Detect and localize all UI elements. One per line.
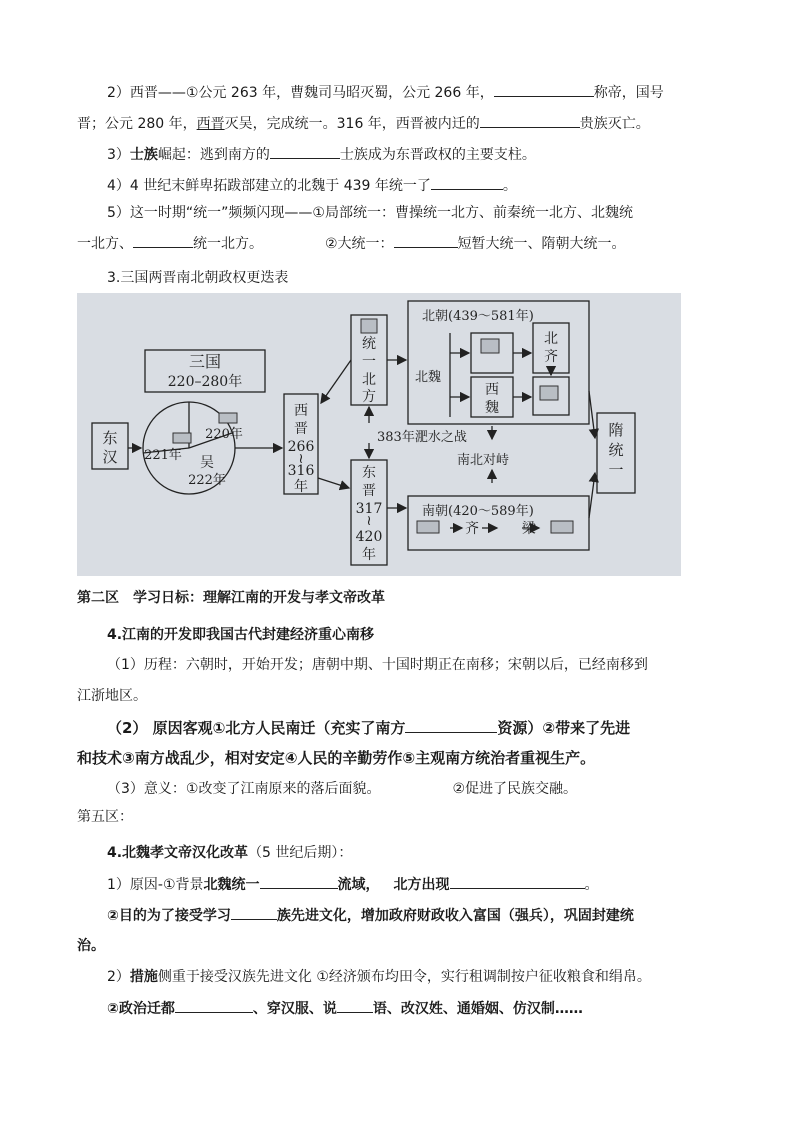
- fill-blank[interactable]: [260, 874, 338, 889]
- year-220: 220年: [205, 427, 243, 442]
- text: （2） 原因客观①北方人民南迁（充实了南方: [107, 719, 406, 737]
- text: 称帝，国号: [593, 85, 664, 101]
- dynasty-diagram: [77, 293, 681, 576]
- line-beiwei: [107, 175, 517, 196]
- dongjin-3: 317: [355, 501, 383, 517]
- beiwei-label: 北魏: [415, 370, 442, 385]
- dongjin-6: 年: [362, 547, 376, 563]
- sanguo-years: 220–280年: [167, 374, 243, 390]
- fill-blank[interactable]: [175, 998, 253, 1013]
- text: 、穿汉服、说: [252, 1001, 337, 1017]
- underlined-text: 西晋: [196, 116, 225, 132]
- wu-label: 吴: [200, 455, 214, 471]
- text: 。: [584, 877, 599, 893]
- text: ②目的为了接受学习: [107, 908, 231, 924]
- tongyi-4: 方: [362, 389, 376, 405]
- text: 士族成为东晋政权的主要支柱。: [339, 147, 536, 163]
- text: 贵族灭亡。: [579, 116, 650, 132]
- dongjin-2: 晋: [362, 483, 376, 499]
- fill-blank[interactable]: [480, 113, 580, 128]
- sui-1: 隋: [608, 421, 624, 439]
- text: 统一北方。: [193, 236, 263, 252]
- reason-2: [107, 905, 634, 926]
- text: 。: [502, 178, 517, 194]
- qi-label: 齐: [465, 521, 479, 537]
- bold-text: 北魏统一: [203, 877, 260, 893]
- bold-text: 流域，: [337, 877, 380, 893]
- bold-text: 4.北魏孝文帝汉化改革: [107, 845, 249, 861]
- xijin-2: 晋: [294, 421, 308, 437]
- xijin-6: 年: [294, 479, 308, 495]
- sui-2: 统: [608, 441, 624, 459]
- bold-text: 北方出现: [393, 877, 450, 893]
- text: 崛起：逃到南方的: [157, 147, 270, 163]
- xijin-3: 266: [287, 439, 315, 455]
- dynasty-diagram-svg: [77, 293, 681, 576]
- measures-2: [107, 998, 583, 1019]
- fill-blank[interactable]: [431, 175, 503, 190]
- xiaowen-title: [107, 843, 352, 863]
- dongjin-4: ≀: [366, 513, 372, 529]
- text: 短暂大统一、隋朝大统一。: [457, 236, 626, 252]
- xiwei-1: 西: [485, 382, 499, 398]
- text: 族先进文化，增加政府财政收入富国（强兵），巩固封建统: [276, 908, 634, 924]
- beichao-label: 北朝(439～581年): [422, 309, 534, 324]
- line-tongyi-1: 5）这一时期“统一”频频闪现——①局部统一：曹操统一北方、前秦统一北方、北魏统: [107, 205, 633, 221]
- fill-blank[interactable]: [450, 874, 585, 889]
- line-tongyi-2: [77, 233, 626, 254]
- diagram-heading: 3.三国两晋南北朝政权更迭表: [107, 270, 289, 286]
- text: 资源）②带来了先进: [497, 719, 631, 737]
- blurred-mark: [540, 386, 558, 400]
- text: ②促进了民族交融。: [452, 781, 578, 797]
- nanchao-label: 南朝(420～589年): [422, 504, 534, 519]
- year-222: 222年: [188, 473, 226, 488]
- jiangnan-p1b: 江浙地区。: [77, 688, 147, 704]
- line-shizu: [107, 144, 536, 165]
- text: 晋；公元 280 年，: [77, 116, 197, 132]
- text: （3）意义：①改变了江南原来的落后面貌。: [107, 781, 381, 797]
- fill-blank[interactable]: [337, 998, 373, 1013]
- text: 1）原因-①背景: [107, 877, 204, 893]
- dongjin-1: 东: [362, 465, 376, 481]
- battle-label: 383年淝水之战: [377, 430, 467, 445]
- tongyi-2: 一: [362, 354, 376, 370]
- text: ②大统一：: [325, 236, 394, 252]
- blurred-mark: [481, 339, 499, 353]
- text: 3）: [107, 147, 130, 163]
- year-221: 221年: [144, 448, 182, 463]
- text: （5 世纪后期）：: [248, 845, 353, 861]
- jiangnan-p1a: （1）历程：六朝时，开始开发；唐朝中期、十国时期正在南移；宋朝以后，已经南移到: [107, 657, 648, 673]
- tongyi-1: 统: [362, 336, 376, 352]
- beiqi-1: 北: [544, 331, 558, 347]
- bold-text: 士族: [129, 147, 158, 163]
- line-xijin-1: [107, 82, 664, 103]
- sanguo-label: 三国: [188, 352, 222, 371]
- text: 4）4 世纪末鲜卑拓跋部建立的北魏于 439 年统一了: [107, 178, 431, 194]
- fill-blank[interactable]: [133, 233, 193, 248]
- fill-blank[interactable]: [494, 82, 594, 97]
- blurred-mark: [361, 319, 377, 333]
- donghan-2: 汉: [102, 448, 118, 466]
- blurred-mark: [551, 521, 573, 533]
- section5-header: 第五区：: [77, 809, 133, 825]
- jiangnan-p2b: 和技术③南方战乱少，相对安定④人民的辛勤劳作⑤主观南方统治者重视生产。: [77, 749, 596, 767]
- measures-1: [107, 967, 651, 987]
- fill-blank[interactable]: [405, 718, 497, 733]
- beiqi-2: 齐: [544, 349, 558, 365]
- blurred-mark: [417, 521, 439, 533]
- reason-2-cont: 治。: [77, 938, 105, 954]
- blurred-mark: [173, 433, 191, 443]
- text: ②政治迁都: [107, 1001, 175, 1017]
- reason-1: [107, 874, 599, 895]
- fill-blank[interactable]: [394, 233, 458, 248]
- tongyi-3: 北: [362, 372, 376, 388]
- jiangnan-p2a: [107, 718, 630, 738]
- xijin-5: 316: [287, 463, 315, 479]
- fill-blank[interactable]: [231, 905, 277, 920]
- section2-header: 第二区 学习日标：理解江南的开发与孝文帝改革: [77, 590, 385, 606]
- donghan-1: 东: [102, 429, 118, 447]
- text: 一北方、: [77, 236, 133, 252]
- text: 语、改汉姓、通婚姻、仿汉制……: [372, 1001, 583, 1017]
- xijin-1: 西: [294, 403, 308, 419]
- blurred-mark: [219, 413, 237, 423]
- line-xijin-2: [77, 113, 650, 134]
- text: 灭吴，完成统一。316 年，西晋被内迁的: [224, 116, 480, 132]
- liang-label: 梁: [522, 521, 536, 537]
- jiangnan-title: 4.江南的开发即我国古代封建经济重心南移: [107, 627, 375, 643]
- nanbei-label: 南北对峙: [457, 453, 510, 468]
- dongjin-5: 420: [355, 529, 383, 545]
- text: 侧重于接受汉族先进文化 ①经济颁布均田令，实行租调制按户征收粮食和绢帛。: [157, 969, 651, 985]
- jiangnan-p3: [107, 779, 577, 799]
- xijin-4: ≀: [298, 451, 304, 467]
- bold-text: 措施: [129, 969, 158, 985]
- text: 2）西晋——①公元 263 年，曹魏司马昭灭蜀，公元 266 年，: [107, 85, 494, 101]
- fill-blank[interactable]: [270, 144, 340, 159]
- sui-3: 一: [608, 461, 624, 479]
- text: 2）: [107, 969, 130, 985]
- xiwei-2: 魏: [485, 400, 499, 416]
